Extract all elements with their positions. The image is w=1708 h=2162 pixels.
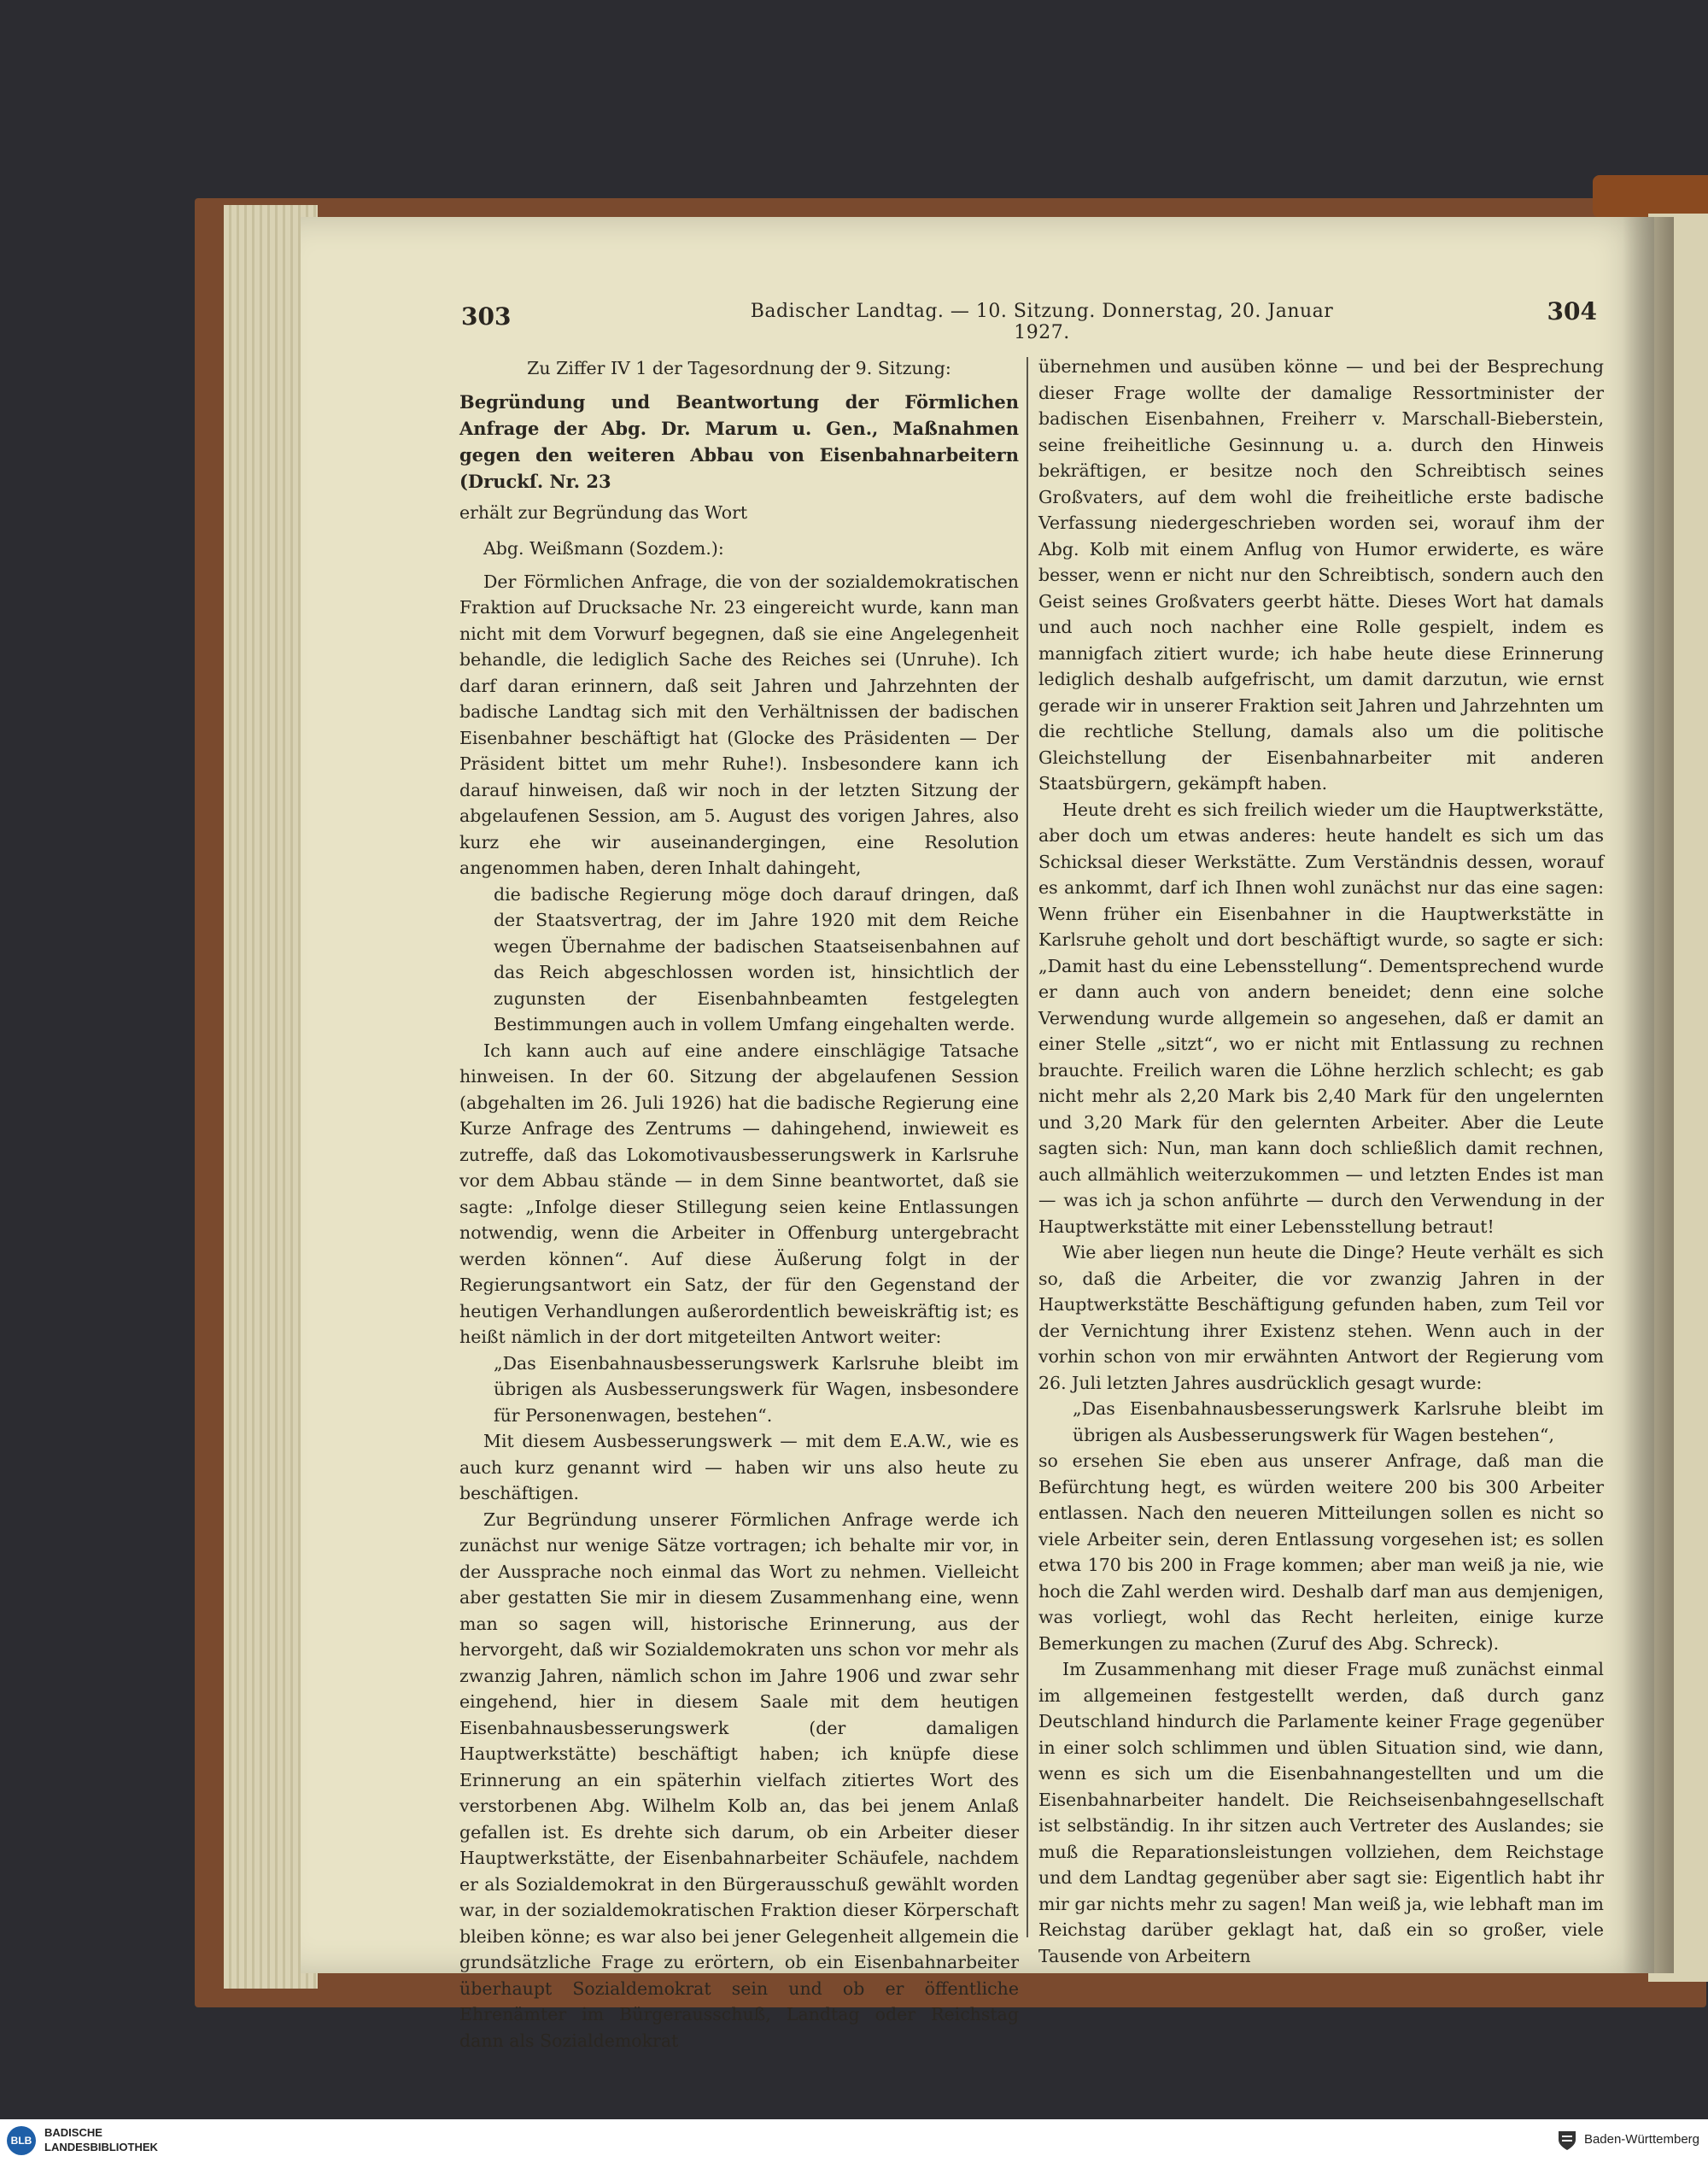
state-name: Baden-Württemberg	[1583, 2132, 1699, 2147]
left-p-4: Der Förmlichen Anfrage, die von der sozialdemokratischen Fraktion auf Drucksache Nr. 23 eingereicht wurde, kann man nicht mit dem Vorwurf begegnen, daß sie eine Angelegenheit behandle, die lediglich Sache des Reiches sei (Unruhe). Ich darf daran erinnern, daß seit Jahren und Jahrzehnten der badische Landtag sich mit den Verhältnissen der badischen Eisenbahner beschäftigt hat (Glocke des Präsidenten — Der Präsident bittet um mehr Ruhe!). Insbesondere kann ich darauf hinweisen, daß wir noch in der letzten Sitzung der abgelaufenen Session, am 5. August des vorigen Jahres, also kurz ehe wir auseinandergingen, eine Resolution angenommen haben, deren Inhalt dahingeht,	[459, 571, 1019, 878]
right-p-5: Im Zusammenhang mit dieser Frage muß zunächst einmal im allgemeinen festgestellt werden, daß durch ganz Deutschland hindurch die Parlamente keiner Frage gegenüber in einer solch schlimmen und üblen Situation sind, wie dann, wenn es sich um die Eisenbahnangestellten und um die Eisenbahnarbeiter handelt. Die Reichseisenbahngesellschaft ist selbständig. In ihr sitzen auch Vertreter des Auslandes; sie muß die Reparationsleistungen vollziehen, dem Reichstage und dem Landtag gegenüber aber sagt sie: Eigentlich habt ihr mir gar nichts mehr zu sagen! Man weiß ja, wie lebhaft man im Reichstag darüber geklagt hat, daß ein so großer, viele Tausende von Arbeitern	[1038, 1659, 1604, 1966]
gutter-shadow	[1623, 217, 1674, 1973]
blb-logo-icon: BLB	[7, 2126, 36, 2155]
coat-of-arms-icon	[1556, 2130, 1578, 2152]
left-noindent-2: erhält zur Begründung das Wort	[459, 501, 748, 523]
right-p-2: Wie aber liegen nun heute die Dinge? Heute verhält es sich so, daß die Arbeiter, die vor zwanzig Jahren in der Hauptwerkstätte Beschäftigung gefunden haben, zum Teil vor der Vernichtung ihrer Existenz stehen. Wenn auch in der vorhin schon von mir erwähnten Antwort der Regierung vom 26. Juli letzten Jahres ausdrücklich gesagt wurde:	[1038, 1242, 1604, 1393]
right-noindent-0: übernehmen und ausüben könne — und bei der Besprechung dieser Frage wollte der damalige Ressortminister der badischen Eisenbahnen, Freiherr v. Marschall-Bieberstein, seine freiheitliche Gesinnung u. a. durch den Hinweis bekräftigen, er besitze noch den Schreibtisch seines Großvaters, auf dem wohl die freiheitliche erste badische Verfassung niedergeschrieben worden sei, worauf ihm der Abg. Kolb mit einem Anflug von Humor erwiderte, es wäre besser, wenn er nicht nur den Schreibtisch, sondern auch den Geist seines Großvaters geerbt hätte. Dieses Wort hat damals und auch noch nachher eine Rolle gespielt, indem es mannigfach zitiert wurde; ich habe heute diese Erinnerung lediglich deshalb aufgefrischt, um damit darzutun, wie ernst gerade wir in unserer Fraktion seit Jahren und Jahrzehnten um die rechtliche Stellung, damals also um die politische Gleichstellung der Eisenbahnarbeiter mit anderen Staatsbürgern, gekämpft haben.	[1038, 356, 1604, 794]
column-rule	[1027, 357, 1028, 1937]
left-p-9: Zur Begründung unserer Förmlichen Anfrage werde ich zunächst nur wenige Sätze vortragen; ich behalte mir vor, in der Aussprache noch einmal das Wort zu nehmen. Vielleicht aber gestatten Sie mir in diesem Zusammenhang eine, wenn man so sagen will, historische Erinnerung, aus der hervorgeht, daß wir Sozialdemokraten uns schon vor mehr als zwanzig Jahren, nämlich schon im Jahre 1906 und zwar sehr eingehend, hier in diesem Saale mit dem heutigen Eisenbahnausbesserungswerk (der damaligen Hauptwerkstätte) beschäftigt haben; ich knüpfe diese Erinnerung an ein späterhin vielfach zitiertes Wort des verstorbenen Abg. Wilhelm Kolb an, das bei jenem Anlaß gefallen ist. Es drehte sich darum, ob ein Arbeiter dieser Hauptwerkstätte, der Eisenbahnarbeiter Schäufele, nachdem er als Sozialdemokrat in den Bürgerausschuß gewählt worden war, in der sozialdemokratischen Fraktion dieser Körperschaft bleiben könne; es war also bei jener Gelegenheit allgemein die grundsätzliche Frage zu erörtern, ob ein Eisenbahnarbeiter überhaupt Sozialdemokrat sein und ob er öffentliche Ehrenämter im Bürgerausschuß, Landtag oder Reichstag dann als Sozialdemokrat	[459, 1509, 1019, 2051]
left-center-0: Zu Ziffer IV 1 der Tagesordnung der 9. Sitzung:	[527, 358, 951, 378]
bookmark-tab	[1593, 175, 1708, 218]
left-text-column	[459, 354, 1019, 2054]
left-quote-7: „Das Eisenbahnausbesserungswerk Karlsruhe bleibt im übrigen als Ausbesserungswerk für Wagen, insbesondere für Personenwagen, bestehen“.	[494, 1352, 1019, 1426]
left-p-8: Mit diesem Ausbesserungswerk — mit dem E.A.W., wie es auch kurz genannt wird — haben wir uns also heute zu beschäftigen.	[459, 1431, 1019, 1503]
right-p-1: Heute dreht es sich freilich wieder um die Hauptwerkstätte, aber doch um etwas anderes: heute handelt es sich um das Schicksal dieser Werkstätte. Zum Verständnis dessen, worauf es ankommt, darf ich Ihnen wohl zunächst nur das eine sagen: Wenn früher ein Eisenbahner in die Hauptwerkstätte in Karlsruhe geholt und dort beschäftigt wurde, so sagte er sich: „Damit hast du eine Lebensstellung“. Dementsprechend wurde er dann auch von andern beneidet; denn eine solche Verwendung wurde allgemein so angesehen, daß er damit an einer Stelle „sitzt“, wo er nicht mit Entlassung zu rechnen brauchte. Freilich waren die Löhne herzlich schlecht; es gab nicht mehr als 2,20 Mark bis 2,40 Mark für den ungelernten und 3,20 Mark für den gelernten Arbeiter. Aber die Leute sagten sich: Nun, man kann doch schließlich damit rechnen, auch allmählich weiterzukommen — und letzten Endes ist man — was ich ja schon anführte — durch den Verwendung in der Hauptwerkstätte mit einer Lebensstellung betraut!	[1038, 799, 1604, 1237]
left-page-number: 303	[461, 302, 512, 331]
right-quote-3: „Das Eisenbahnausbesserungswerk Karlsruhe bleibt im übrigen als Ausbesserungswerk für Wagen bestehen“,	[1073, 1398, 1604, 1445]
right-text-column	[1038, 354, 1604, 1969]
running-head: Badischer Landtag. — 10. Sitzung. Donnerstag, 20. Januar 1927.	[750, 301, 1334, 343]
left-speaker-3: Abg. Weißmann (Sozdem.):	[483, 538, 724, 559]
page-header	[461, 297, 1597, 343]
left-quote-5: die badische Regierung möge doch darauf dringen, daß der Staatsvertrag, der im Jahre 1920 mit dem Reiche wegen Übernahme der badischen Staatseisenbahnen auf das Reich abgeschlossen worden ist, hinsichtlich der zugunsten der Eisenbahnbeamten festgelegten Bestimmungen auch in vollem Umfang eingehalten werde.	[494, 883, 1019, 1034]
right-page-number: 304	[1547, 297, 1597, 325]
right-noindent-4: so ersehen Sie eben aus unserer Anfrage, daß man die Befürchtung hegt, es würden weitere 200 bis 300 Arbeiter entlassen. Nach den neueren Mitteilungen sollen es nicht so viele Arbeiter sein, deren Entlassung vorgesehen ist; es sollen etwa 170 bis 200 in Frage kommen; aber man weiß ja nie, wie hoch die Zahl werden wird. Deshalb darf man aus demjenigen, was vorliegt, wohl das Recht herleiten, einige kurze Bemerkungen zu machen (Zuruf des Abg. Schreck).	[1038, 1450, 1604, 1654]
library-name: BADISCHE LANDESBIBLIOTHEK	[44, 2126, 158, 2153]
left-p-6: Ich kann auch auf eine andere einschlägige Tatsache hinweisen. In der 60. Sitzung der abgelaufenen Session (abgehalten im 26. Juli 1926) hat die badische Regierung eine Kurze Anfrage des Zentrums — dahingehend, inwieweit es zutreffe, daß das Lokomotivausbesserungswerk in Karlsruhe vor dem Abbau stände — in dem Sinne beantwortet, daß sie sagte: „Infolge dieser Stillegung seien keine Entlassungen notwendig, wenn die Arbeiter in Offenburg untergebracht werden können“. Auf diese Äußerung folgt in der Regierungsantwort ein Satz, der für den Gegenstand der heutigen Verhandlungen außerordentlich beweiskräftig ist; es heißt nämlich in der dort mitgeteilten Antwort weiter:	[459, 1040, 1019, 1347]
footer-bar	[0, 2119, 1708, 2162]
left-title-1: Begründung und Beantwortung der Förmlichen Anfrage der Abg. Dr. Marum u. Gen., Maßnahmen gegen den weiteren Abbau von Eisenbahnarbeitern (Druckſ. Nr. 23	[459, 390, 1019, 492]
